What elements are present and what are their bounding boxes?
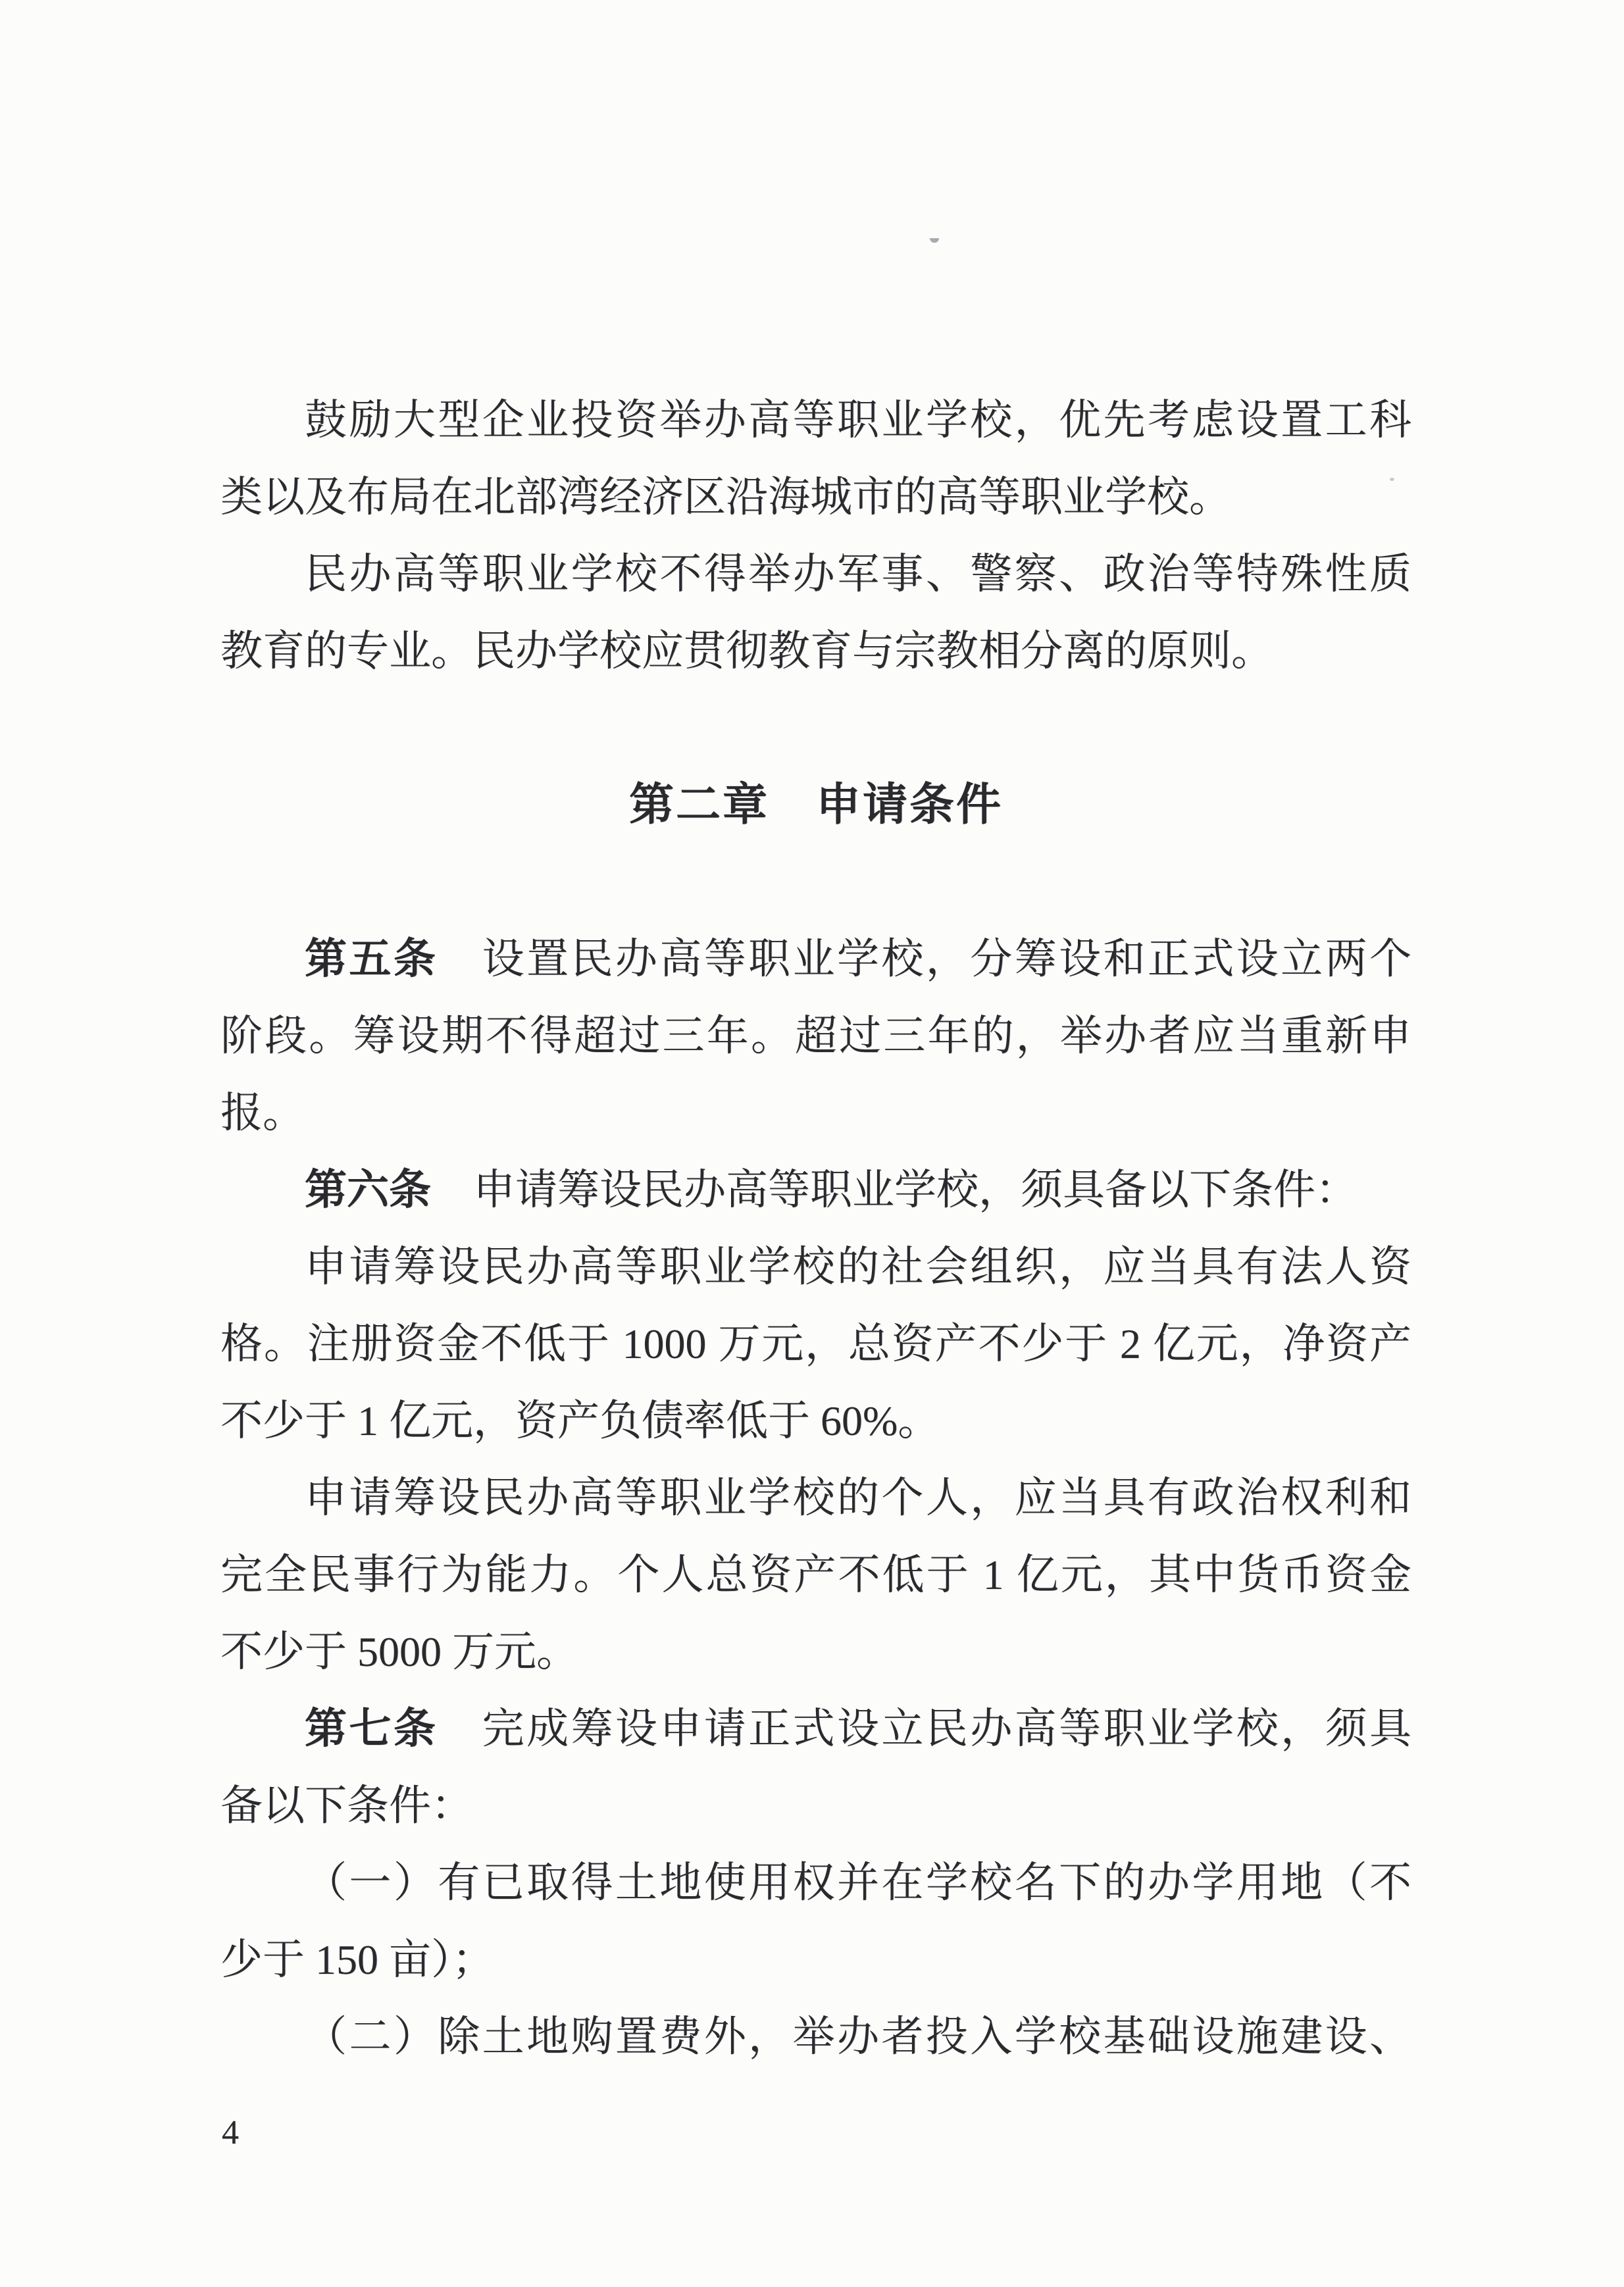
line-text: 报。 [220,1090,305,1136]
text-line [220,997,1411,1074]
line-text: 申请筹设民办高等职业学校，须具备以下条件： [431,1167,1358,1213]
line-text: 完成筹设申请正式设立民办高等职业学校，须具 [438,1705,1411,1752]
text-line [220,382,1411,459]
line-text: 备以下条件： [220,1782,473,1829]
text-line [220,1844,1411,1921]
line-text: 鼓励大型企业投资举办高等职业学校，优先考虑设置工科 [305,397,1411,443]
text-line [220,1998,1411,2075]
text-line [220,1767,1411,1844]
chapter-heading: 第二章 申请条件 [628,780,1003,830]
line-text: 不少于 5000 万元。 [220,1628,578,1675]
line-text: （一）有已取得土地使用权并在学校名下的办学用地（不 [305,1859,1411,1906]
line-text: 申请筹设民办高等职业学校的个人，应当具有政治权利和 [305,1474,1411,1521]
line-text: 不少于 1 亿元，资产负债率低于 60%。 [220,1397,940,1444]
line-text: 类以及布局在北部湾经济区沿海城市的高等职业学校。 [220,474,1231,520]
line-text: 申请筹设民办高等职业学校的社会组织，应当具有法人资 [305,1244,1411,1290]
text-line [220,1921,1411,1998]
text-line [220,920,1411,997]
text-line [220,1305,1411,1382]
text-line [220,613,1411,690]
scan-artifact [930,238,939,243]
line-text: 教育的专业。民办学校应贯彻教育与宗教相分离的原则。 [220,628,1273,674]
line-text: 格。注册资金不低于 1000 万元，总资产不少于 2 亿元，净资产 [220,1320,1411,1367]
line-text: 设置民办高等职业学校，分筹设和正式设立两个 [438,936,1411,982]
text-line [220,1382,1411,1459]
article-number-7: 第七条 [305,1705,438,1752]
text-line [220,1074,1411,1151]
document-body [220,382,1411,2075]
line-text: 完全民事行为能力。个人总资产不低于 1 亿元，其中货币资金 [220,1551,1411,1598]
text-line [220,1459,1411,1536]
text-line [220,1613,1411,1690]
text-line [220,1536,1411,1613]
text-line [220,536,1411,613]
text-line [220,1151,1411,1228]
line-text: 民办高等职业学校不得举办军事、警察、政治等特殊性质 [305,551,1411,597]
line-text: 阶段。筹设期不得超过三年。超过三年的，举办者应当重新申 [220,1013,1411,1059]
text-line [220,459,1411,536]
page-number: 4 [222,2114,239,2151]
text-line [220,1228,1411,1305]
article-number-6: 第六条 [305,1167,431,1213]
line-text: （二）除土地购置费外，举办者投入学校基础设施建设、 [305,2013,1411,2060]
line-text: 少于 150 亩）； [220,1936,494,1983]
text-line [220,1690,1411,1767]
article-number-5: 第五条 [305,936,438,982]
